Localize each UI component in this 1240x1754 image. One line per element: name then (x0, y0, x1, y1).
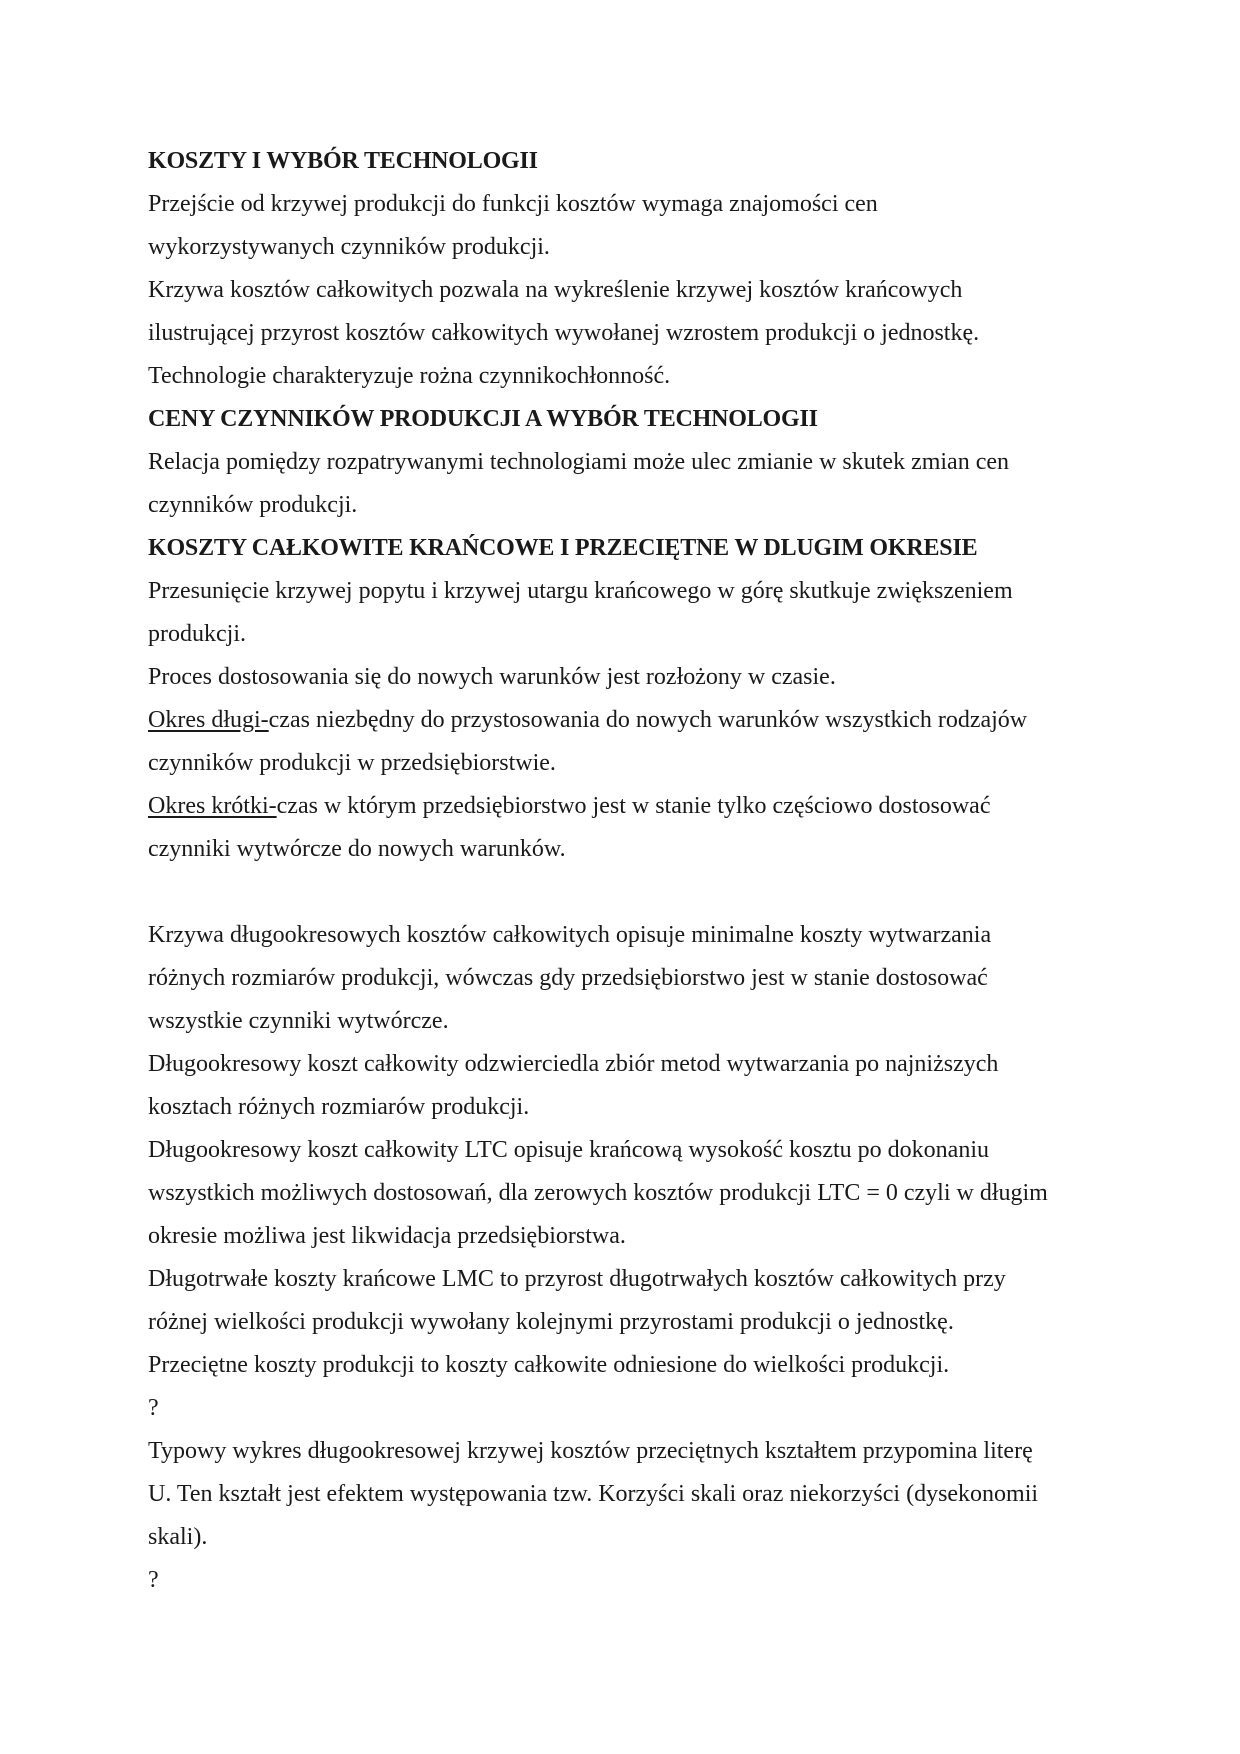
paragraph-line: Przejście od krzywej produkcji do funkcji kosztów wymaga znajomości cen (148, 191, 878, 217)
paragraph-line: skali). (148, 1524, 208, 1550)
definition-okres-dlugi (148, 699, 1108, 742)
paragraph-line: wykorzystywanych czynników produkcji. (148, 234, 550, 260)
paragraph-line: kosztach różnych rozmiarów produkcji. (148, 1094, 530, 1120)
missing-image-placeholder: ? (148, 1395, 159, 1421)
paragraph-line: różnych rozmiarów produkcji, wówczas gdy przedsiębiorstwo jest w stanie dostosować (148, 965, 988, 991)
paragraph-line: czynników produkcji. (148, 492, 358, 518)
paragraph-line: Długookresowy koszt całkowity odzwierciedla zbiór metod wytwarzania po najniższych (148, 1051, 999, 1077)
paragraph-line: U. Ten kształt jest efektem występowania tzw. Korzyści skali oraz niekorzyści (dysekonomii (148, 1481, 1039, 1507)
term-okres-krotki: Okres krótki- (148, 793, 277, 819)
heading-ceny-czynnikow: CENY CZYNNIKÓW PRODUKCJI A WYBÓR TECHNOLOGII (148, 406, 818, 432)
paragraph-line: czynników produkcji w przedsiębiorstwie. (148, 750, 556, 776)
paragraph-line: czynniki wytwórcze do nowych warunków. (148, 836, 566, 862)
paragraph-line: ilustrującej przyrost kosztów całkowitych wywołanej wzrostem produkcji o jednostkę. (148, 320, 980, 346)
document-page (148, 140, 1108, 1602)
paragraph-line: Przesunięcie krzywej popytu i krzywej utargu krańcowego w górę skutkuje zwiększeniem (148, 578, 1013, 604)
paragraph-line: Długotrwałe koszty krańcowe LMC to przyrost długotrwałych kosztów całkowitych przy (148, 1266, 1006, 1292)
paragraph-line: Długookresowy koszt całkowity LTC opisuje krańcową wysokość kosztu po dokonaniu (148, 1137, 989, 1163)
definition-okres-krotki (148, 785, 1108, 828)
paragraph-line: okresie możliwa jest likwidacja przedsiębiorstwa. (148, 1223, 626, 1249)
blank-line (148, 871, 1108, 914)
definition-text: czas niezbędny do przystosowania do nowych warunków wszystkich rodzajów (268, 707, 1028, 733)
paragraph-line: produkcji. (148, 621, 246, 647)
definition-text: czas w którym przedsiębiorstwo jest w stanie tylko częściowo dostosować (276, 793, 991, 819)
heading-koszty-i-wybor: KOSZTY I WYBÓR TECHNOLOGII (148, 148, 538, 174)
paragraph-line: Krzywa długookresowych kosztów całkowitych opisuje minimalne koszty wytwarzania (148, 922, 992, 948)
paragraph-line: różnej wielkości produkcji wywołany kolejnymi przyrostami produkcji o jednostkę. (148, 1309, 954, 1335)
heading-koszty-calkowite: KOSZTY CAŁKOWITE KRAŃCOWE I PRZECIĘTNE W DLUGIM OKRESIE (148, 535, 978, 561)
missing-image-placeholder: ? (148, 1567, 159, 1593)
paragraph-line: Proces dostosowania się do nowych warunków jest rozłożony w czasie. (148, 664, 836, 690)
term-okres-dlugi: Okres długi- (148, 707, 269, 733)
paragraph-line: Technologie charakteryzuje rożna czynnikochłonność. (148, 363, 671, 389)
paragraph-line: wszystkich możliwych dostosowań, dla zerowych kosztów produkcji LTC = 0 czyli w długim (148, 1180, 1048, 1206)
paragraph-line: Przeciętne koszty produkcji to koszty całkowite odniesione do wielkości produkcji. (148, 1352, 950, 1378)
paragraph-line: Typowy wykres długookresowej krzywej kosztów przeciętnych kształtem przypomina literę (148, 1438, 1033, 1464)
paragraph-line: Krzywa kosztów całkowitych pozwala na wykreślenie krzywej kosztów krańcowych (148, 277, 963, 303)
paragraph-line: wszystkie czynniki wytwórcze. (148, 1008, 449, 1034)
paragraph-line: Relacja pomiędzy rozpatrywanymi technologiami może ulec zmianie w skutek zmian cen (148, 449, 1010, 475)
